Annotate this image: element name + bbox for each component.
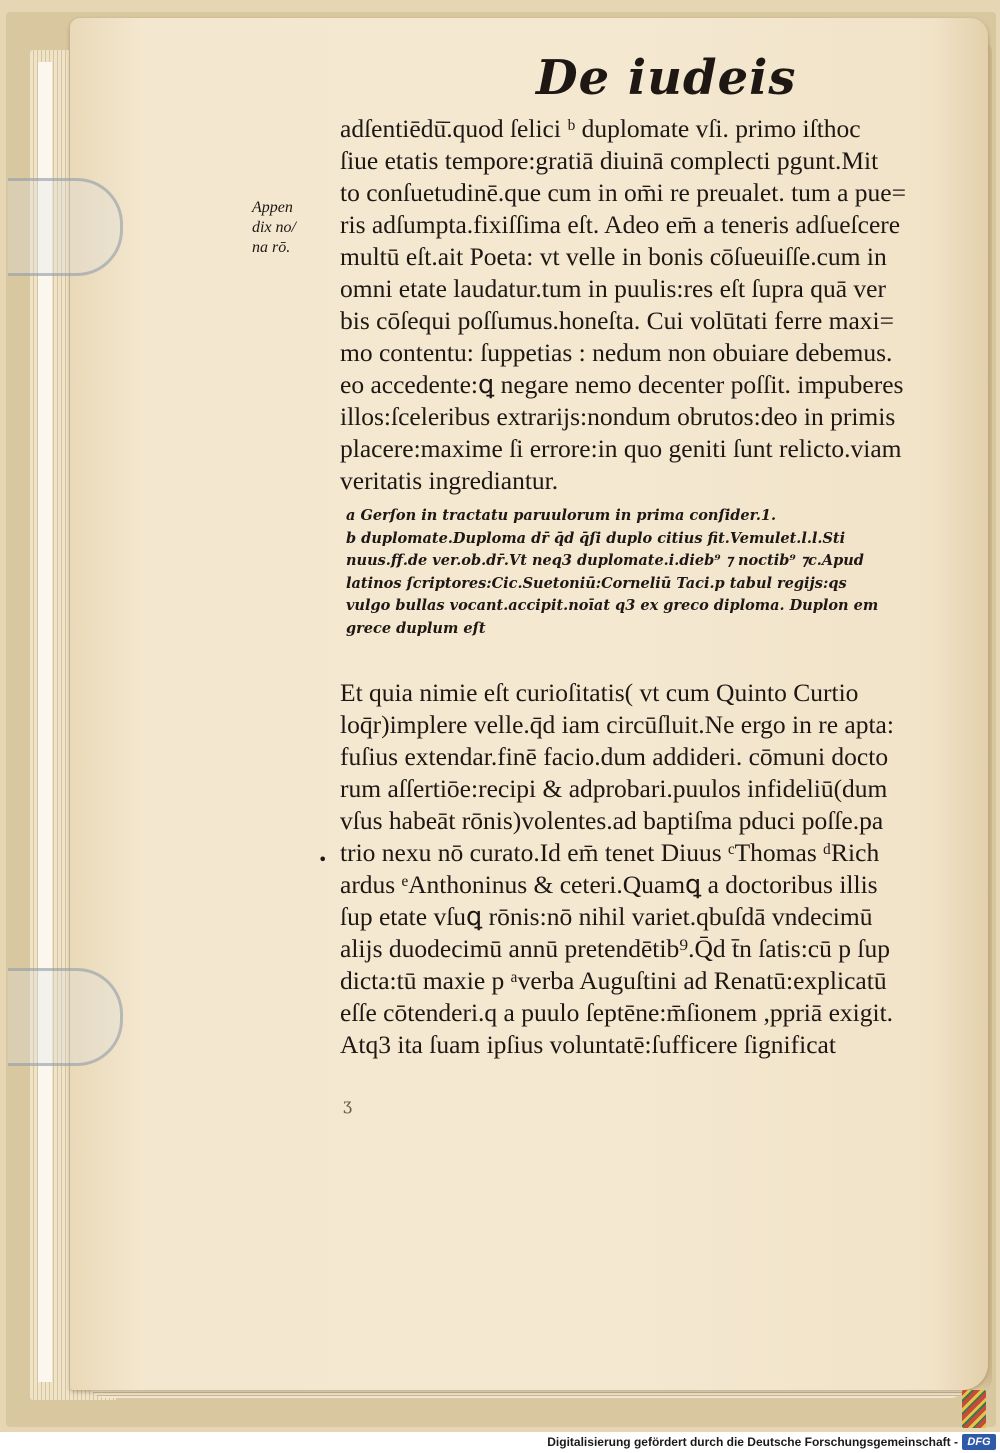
footnote-line: b duplomate.Duploma dr̄ q̄d q̄ſi duplo citius fit.Vemulet.l.l.Sti	[346, 529, 846, 547]
marginal-note-line: na rō.	[252, 239, 291, 256]
book-clip-bottom	[8, 968, 123, 1066]
text-line: rum aſſertiōe:recipi & adprobari.puulos infideliū(dum	[340, 774, 888, 803]
text-line: loq̄r)implere velle.q̄d iam circūſluit.Ne ergo in re apta:	[340, 710, 894, 739]
text-line: ſiue etatis tempore:gratiā diuinā complecti pgunt.Mit	[340, 146, 879, 175]
marginal-note-line: Appen	[252, 199, 293, 216]
text-line: ſup etate vſuꝗ rōnis:nō nihil variet.qbuſdā vndecimū	[340, 902, 873, 931]
text-line: ris adſumpta.fixiſſima eſt. Adeo em̄ a teneris adſueſcere	[340, 210, 901, 239]
text-line: eſſe cōtenderi.q a puulo ſeptēne:m̄ſionem ,ppriā exigit.	[340, 998, 894, 1027]
text-line: omni etate laudatur.tum in puulis:res eſt ſupra quā ver	[340, 274, 886, 303]
text-line: fuſius extendar.finē facio.dum addideri. cōmuni docto	[340, 742, 889, 771]
text-line: Atq3 ita ſuam ipſius voluntatē:ſufficere ſignificat	[340, 1030, 836, 1059]
stray-ink-mark: ʒ	[343, 1095, 353, 1114]
margin-bullet: •	[318, 850, 328, 869]
footnote-line: vulgo bullas vocant.accipit.noīat q3 ex greco diploma. Duplon em	[346, 597, 879, 614]
text-line: placere:maxime ſi errore:in quo geniti ſunt relicto.viam	[340, 434, 902, 463]
funding-footer	[0, 1432, 1000, 1453]
footnote-line: latinos ſcriptores:Cic.Suetoniū:Corneliū Taci.p tabul regijs:qs	[346, 574, 847, 592]
footnote-line: a Gerſon in tractatu paruulorum in prima conſider.1.	[346, 507, 777, 524]
text-line: to conſuetudinē.que cum in om̄i re preualet. tum a pue=	[340, 178, 907, 207]
text-line: ardus ᵉAnthoninus & ceteri.Quamꝗ a doctoribus illis	[340, 870, 878, 899]
text-line: trio nexu nō curato.Id em̄ tenet Diuus ᶜThomas ᵈRich	[340, 838, 880, 867]
footnote-line: grece duplum eſt	[346, 619, 486, 637]
text-line: mo contentu: ſuppetias : nedum non obuiare debemus.	[340, 338, 893, 367]
text-line: veritatis ingrediantur.	[340, 466, 559, 495]
text-line: adſentiēdū̄.quod ſelici ᵇ duplomate vſi. primo iſthoc	[340, 114, 861, 143]
text-line: illos:ſceleribus extrarijs:nondum obrutos:deo in primis	[340, 402, 896, 431]
footnote-line: nuus.ff.de ver.ob.dr̄.Vt neq3 duplomate.i.dieb⁹ ⁊ noctib⁹ ⁊c.Apud	[346, 552, 864, 569]
text-line: vſus habeāt rōnis)volentes.ad baptiſma pduci poſſe.pa	[340, 806, 884, 835]
text-line: alijs duodecimū annū pretendētib⁹.Q̄d t̄n ſatis:cū p ſup	[340, 934, 890, 963]
text-line: Et quia nimie eſt curioſitatis( vt cum Quinto Curtio	[340, 678, 859, 707]
text-line: multū eſt.ait Poeta: vt velle in bonis cōſueuiſſe.cum in	[340, 242, 887, 271]
dfg-logo: DFG	[962, 1434, 996, 1450]
book-clip-top	[8, 178, 123, 276]
ribbon-bookmark	[962, 1390, 986, 1428]
text-paragraph-2	[340, 677, 894, 1061]
marginal-note-line: dix no/	[252, 219, 296, 236]
text-line: eo accedente:ꝗ negare nemo decenter poſſit. impuberes	[340, 370, 904, 399]
footnotes	[346, 505, 878, 640]
text-line: dicta:tū maxie p ᵃverba Auguſtini ad Renatū:explicatū	[340, 966, 887, 995]
text-line: bis cōſequi poſſumus.honeſta. Cui volūtati ferre maxi=	[340, 306, 895, 335]
marginal-note	[252, 198, 296, 258]
funding-credit: Digitalisierung gefördert durch die Deutsche Forschungsgemeinschaft -	[547, 1435, 958, 1449]
running-title: De iudeis	[536, 50, 797, 106]
text-paragraph-1	[340, 113, 906, 497]
